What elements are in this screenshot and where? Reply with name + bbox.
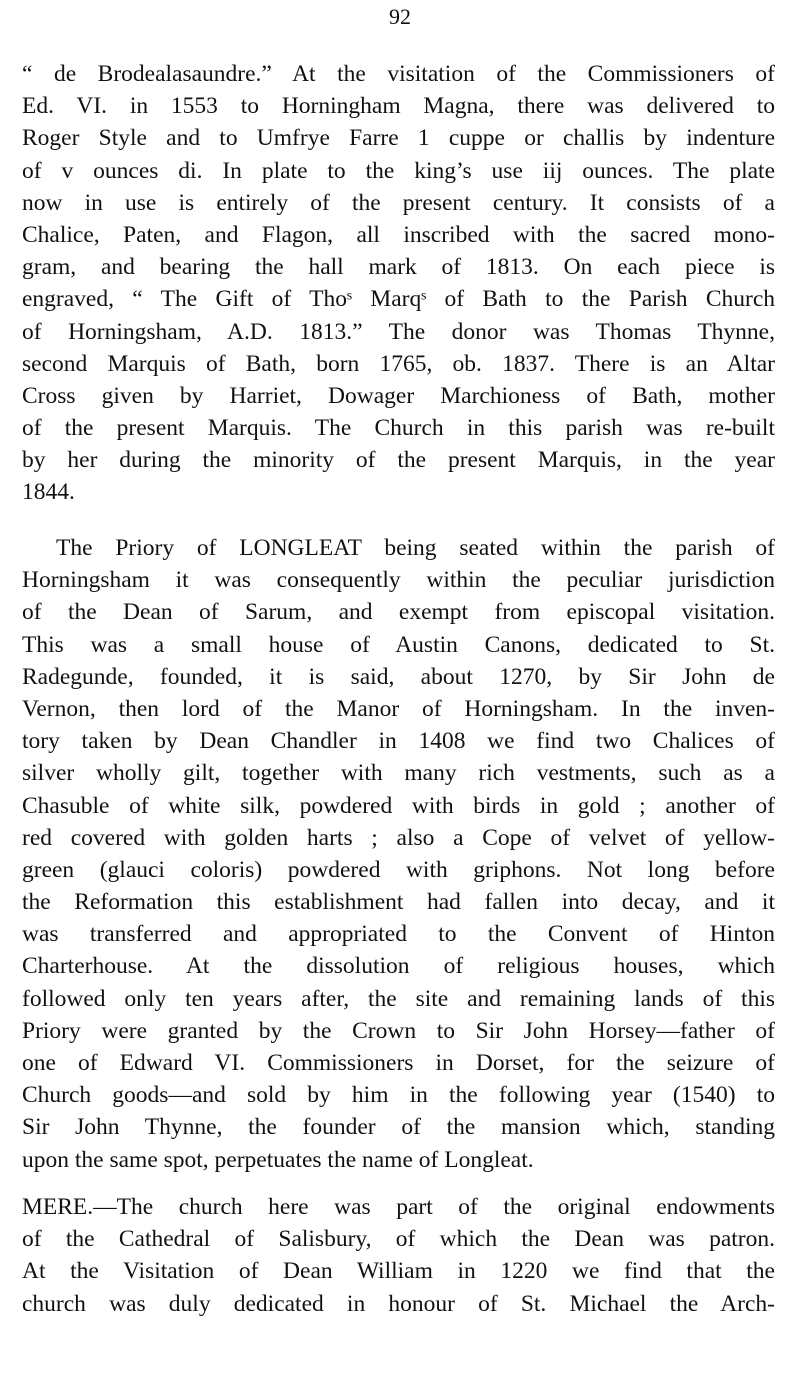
- text-line: Priory were granted by the Crown to Sir John Horsey—father of: [22, 1017, 775, 1044]
- text-line: green (glauci coloris) powdered with griphons. Not long before: [22, 856, 775, 883]
- paragraph-horningsham-plate: [22, 58, 775, 509]
- text-line: silver wholly gilt, together with many rich vestments, such as a: [22, 760, 775, 787]
- text-line: tory taken by Dean Chandler in 1408 we find two Chalices of: [22, 728, 775, 755]
- text-line: one of Edward VI. Commissioners in Dorset, for the seizure of: [22, 1050, 775, 1076]
- text-line: Radegunde, founded, it is said, about 1270, by Sir John de: [22, 663, 775, 690]
- text-line: Sir John Thynne, the founder of the mansion which, standing: [22, 1114, 775, 1141]
- text-line: Vernon, then lord of the Manor of Horningsham. In the inven-: [22, 695, 775, 722]
- text-line: by her during the minority of the present Marquis, in the year: [22, 447, 775, 474]
- text-line: Chasuble of white silk, powdered with birds in gold ; another of: [22, 792, 775, 819]
- text-line: now in use is entirely of the present century. It consists of a: [22, 189, 775, 216]
- text-line: This was a small house of Austin Canons, dedicated to St.: [22, 631, 775, 658]
- text-line: Church goods—and sold by him in the following year (1540) to: [22, 1082, 775, 1109]
- text-line: was transferred and appropriated to the Convent of Hinton: [22, 921, 775, 948]
- text-line: of v ounces di. In plate to the king’s use iij ounces. The plate: [22, 157, 775, 184]
- text-line: red covered with golden harts ; also a Cope of velvet of yellow-: [22, 824, 775, 851]
- text-line: engraved, “ The Gift of Thoˢ Marqˢ of Bath to the Parish Church: [22, 286, 775, 313]
- text-line: At the Visitation of Dean William in 1220 we find that the: [22, 1258, 775, 1285]
- text-line: of the Cathedral of Salisbury, of which the Dean was patron.: [22, 1226, 775, 1253]
- text-line: 1844.: [22, 479, 75, 506]
- text-line: Horningsham it was consequently within the peculiar jurisdiction: [22, 567, 775, 594]
- text-line: of the Dean of Sarum, and exempt from episcopal visitation.: [22, 599, 775, 626]
- text-line: Cross given by Harriet, Dowager Marchioness of Bath, mother: [22, 382, 775, 409]
- text-line: followed only ten years after, the site and remaining lands of this: [22, 985, 775, 1012]
- text-line: second Marquis of Bath, born 1765, ob. 1837. There is an Altar: [22, 350, 775, 377]
- text-line: the Reformation this establishment had fallen into decay, and it: [22, 889, 775, 916]
- text-line: Charterhouse. At the dissolution of religious houses, which: [22, 953, 775, 980]
- text-line: “ de Brodealasaundre.” At the visitation of the Commissioners of: [22, 61, 775, 87]
- text-line: MERE.—The church here was part of the original endowments: [22, 1194, 775, 1220]
- text-line: church was duly dedicated in honour of St. Michael the Arch-: [22, 1290, 775, 1317]
- text-line: Chalice, Paten, and Flagon, all inscribed with the sacred mono-: [22, 221, 775, 248]
- paragraph-mere: [22, 1191, 775, 1320]
- text-line: upon the same spot, perpetuates the name of Longleat.: [22, 1146, 534, 1173]
- text-line: Roger Style and to Umfrye Farre 1 cuppe or challis by indenture: [22, 125, 775, 152]
- page-number: 92: [389, 4, 411, 29]
- paragraph-longleat-priory: [22, 532, 775, 1176]
- text-line: gram, and bearing the hall mark of 1813. On each piece is: [22, 254, 775, 281]
- text-line: The Priory of LONGLEAT being seated within the parish of: [56, 535, 775, 561]
- text-line: of Horningsham, A.D. 1813.” The donor was Thomas Thynne,: [22, 318, 775, 345]
- text-line: Ed. VI. in 1553 to Horningham Magna, there was delivered to: [22, 93, 775, 120]
- text-line: of the present Marquis. The Church in this parish was re-built: [22, 415, 775, 442]
